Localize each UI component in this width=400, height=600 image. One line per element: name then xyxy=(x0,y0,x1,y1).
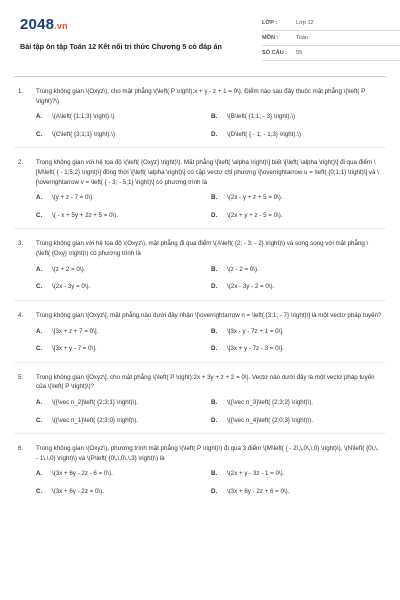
meta-row-count xyxy=(262,46,400,61)
question-6 xyxy=(14,444,386,496)
option-letter: A. xyxy=(36,265,43,273)
option-a[interactable] xyxy=(36,398,211,408)
option-d[interactable] xyxy=(211,211,386,221)
logo-suffix: .vn xyxy=(54,21,68,31)
meta-row-class xyxy=(262,16,400,31)
meta-value: Toán xyxy=(296,35,309,41)
question-divider xyxy=(14,362,386,363)
option-b[interactable] xyxy=(211,112,386,122)
option-c[interactable] xyxy=(36,282,211,292)
question-text: Trong không gian \(Oxyz\), cho mặt phẳng \(\left( P \right):x + y - z + 1 = 0\). Điểm nào sau đây thuộc mặt phẳng \(\left( P \right)?\) xyxy=(36,88,366,105)
question-text: Trong không gian với hệ tọa độ \(Oxyz\), mặt phẳng đi qua điểm \(A\left( {2; - 3; - 2} \right)\) và song song với mặt phẳng \(\left( {Oxy} \right)\) có phương trình là xyxy=(36,240,369,258)
question-number: 5. xyxy=(18,373,24,381)
option-b[interactable] xyxy=(211,327,386,337)
option-text: \(C\left( {3;1;1} \right).\) xyxy=(52,130,115,138)
option-text: \[3x - y - 7z + 1 = 0\]. xyxy=(227,327,284,335)
meta-table xyxy=(262,16,400,61)
option-letter: C. xyxy=(36,211,43,219)
option-letter: A. xyxy=(36,113,43,121)
option-letter: D. xyxy=(211,488,218,496)
question-text: Trong không gian \(Oxyz\), phương trình mặt phẳng \(\left( P \right)\) đi qua 3 điểm \(M\left( { - 2\,\,0\,\,0} \right)\), \(N\left( {0\,\, - 1\,\,0} \right)\) và \(P\left( {0\,\,0\,\,3} \right)\) là xyxy=(36,445,379,462)
question-number: 1. xyxy=(18,88,24,95)
option-letter: D. xyxy=(211,345,218,353)
option-b[interactable] xyxy=(211,469,386,479)
option-b[interactable] xyxy=(211,265,386,275)
option-c[interactable] xyxy=(36,211,211,221)
option-text: \({\vec n_2}\left( {2;3;1} \right)\). xyxy=(52,398,138,406)
option-letter: B. xyxy=(211,113,218,121)
option-a[interactable] xyxy=(36,265,211,275)
question-5 xyxy=(14,373,386,425)
option-a[interactable] xyxy=(36,193,211,203)
option-letter: D. xyxy=(211,211,218,219)
option-text: \(B\left( {1;1; - 3} \right).\) xyxy=(227,113,296,121)
option-a[interactable] xyxy=(36,327,211,337)
question-options xyxy=(36,265,386,292)
option-text: \({\vec n_1}\left( {2;3;0} \right)\). xyxy=(52,416,138,424)
question-number: 6. xyxy=(18,445,24,453)
option-letter: C. xyxy=(36,345,43,353)
question-number: 4. xyxy=(18,311,24,319)
question-divider xyxy=(14,228,386,229)
question-3 xyxy=(14,239,386,291)
option-c[interactable] xyxy=(36,487,211,497)
option-letter: A. xyxy=(36,194,43,202)
question-options xyxy=(36,112,386,139)
option-text: \(2x - y + z + 5 = 0\). xyxy=(227,194,283,202)
option-text: \(z + 2 = 0\). xyxy=(52,265,86,273)
option-text: \[3x + z + 7 = 0\]. xyxy=(52,327,99,335)
option-a[interactable] xyxy=(36,469,211,479)
option-text: \( - x + 5y + 2z + 5 = 0\). xyxy=(52,211,119,219)
question-divider xyxy=(14,300,386,301)
meta-value: 55 xyxy=(296,50,303,56)
option-text: \(2x + y - 3z - 1 = 0\). xyxy=(227,470,285,478)
header-divider xyxy=(14,76,386,77)
logo-main: 2048 xyxy=(20,16,55,33)
option-d[interactable] xyxy=(211,344,386,354)
option-letter: B. xyxy=(211,470,218,478)
option-b[interactable] xyxy=(211,193,386,203)
question-text: Trong không gian với hệ tọa độ \(\left( {Oxyz} \right)\). Mặt phẳng \[\left( \alpha \right)\] biết \[\left( \alpha \right)\] đi qua điểm \[M\left( { - 1;5;2} \right)\] đồng thời \[\left( \alpha \right)\] có cặp vectơ chỉ phương \[\overrightarrow u = \left( {0;1;1} \right)\] và \[\overrightarrow v = \left( { - 3; - 5;1} \right)\] có phương trình là xyxy=(36,159,379,186)
option-letter: C. xyxy=(36,130,43,138)
option-text: \(D\left( { - 1; - 1;3} \right).\) xyxy=(227,130,301,138)
question-2 xyxy=(14,158,386,220)
document-title: Bài tập ôn tập Toán 12 Kết nối tri thức Chương 5 có đáp án xyxy=(20,42,222,51)
option-text: \({\vec n_4}\left( {2;0;3} \right)\). xyxy=(227,416,313,424)
meta-label: SỐ CÂU : xyxy=(262,50,288,56)
meta-label: LỚP : xyxy=(262,20,278,26)
option-letter: A. xyxy=(36,327,43,335)
option-letter: C. xyxy=(36,488,43,496)
question-options xyxy=(36,398,386,425)
option-letter: C. xyxy=(36,283,43,291)
option-text: \(z - 2 = 0\). xyxy=(227,265,259,273)
option-c[interactable] xyxy=(36,416,211,426)
option-text: \(y + z - 7 = 0\). xyxy=(52,194,94,202)
option-letter: B. xyxy=(211,327,218,335)
option-text: \[3x + y - 7z - 3 = 0\]. xyxy=(227,345,284,353)
option-letter: C. xyxy=(36,416,43,424)
question-1 xyxy=(14,87,386,139)
option-letter: A. xyxy=(36,398,43,406)
option-text: \(2x - 3y - 2 = 0\). xyxy=(227,283,275,291)
question-options xyxy=(36,193,386,220)
option-letter: B. xyxy=(211,194,218,202)
option-b[interactable] xyxy=(211,398,386,408)
question-number: 2. xyxy=(18,159,24,167)
option-c[interactable] xyxy=(36,130,211,140)
option-text: \(3x + 6y - 2z = 0\). xyxy=(52,488,104,496)
option-d[interactable] xyxy=(211,130,386,140)
option-text: \(A\left( {1;1;3} \right).\) xyxy=(52,113,115,121)
option-text: \(3x + 6y - 2z + 6 = 0\). xyxy=(227,488,290,496)
option-d[interactable] xyxy=(211,487,386,497)
option-letter: D. xyxy=(211,416,218,424)
option-d[interactable] xyxy=(211,416,386,426)
question-options xyxy=(36,327,386,354)
meta-value: Lớp 12 xyxy=(296,20,314,26)
question-number: 3. xyxy=(18,240,24,248)
option-text: \(2x + y + z - 5 = 0\). xyxy=(227,211,283,219)
option-d[interactable] xyxy=(211,282,386,292)
question-4 xyxy=(14,311,386,354)
question-options xyxy=(36,469,386,496)
option-letter: B. xyxy=(211,398,218,406)
option-text: \({\vec n_3}\left( {2;3;2} \right)\). xyxy=(227,398,313,406)
question-divider xyxy=(14,147,386,148)
option-letter: B. xyxy=(211,265,218,273)
option-letter: A. xyxy=(36,470,43,478)
site-logo[interactable] xyxy=(20,16,68,33)
option-text: \(3x + 6y - 2z - 6 = 0\). xyxy=(52,470,113,478)
question-divider xyxy=(14,433,386,434)
option-text: \[3x + y - 7 = 0\]. xyxy=(52,345,97,353)
meta-row-subject xyxy=(262,31,400,46)
option-c[interactable] xyxy=(36,344,211,354)
question-text: Trong không gian \[Oxyz\], cho mặt phẳng \(\left( P \right):2x + 3y + z + 2 = 0\). Vectơ nào dưới đây là một vectơ pháp tuyến của \(\left( P \right)\)? xyxy=(36,373,375,391)
option-a[interactable] xyxy=(36,112,211,122)
meta-label: MÔN : xyxy=(262,35,279,41)
question-text: Trong không gian \[Oxyz\], mặt phẳng nào dưới đây nhận \[\overrightarrow n = \left( {3;1; - 7} \right)\] là một vectơ pháp tuyến? xyxy=(36,311,382,319)
document-header xyxy=(14,10,386,66)
option-letter: D. xyxy=(211,130,218,138)
option-text: \(2x - 3y = 0\). xyxy=(52,283,91,291)
option-letter: D. xyxy=(211,283,218,291)
